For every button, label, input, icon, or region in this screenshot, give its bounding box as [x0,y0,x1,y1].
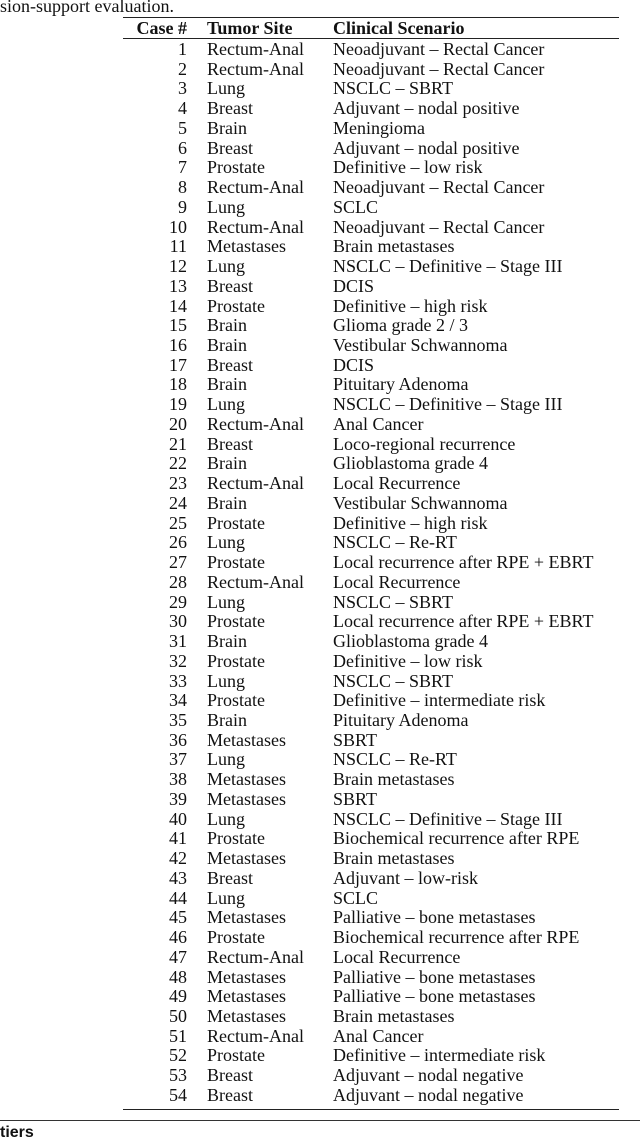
tumor-site: Rectum-Anal [207,1025,304,1046]
case-number: 15 [169,315,187,336]
case-number: 11 [169,236,187,257]
case-number: 40 [169,808,187,829]
table-row [123,218,619,238]
case-number: 6 [178,137,187,158]
clinical-scenario: Neoadjuvant – Rectal Cancer [333,177,545,198]
case-number: 28 [169,571,187,592]
case-number: 31 [169,631,187,652]
case-number: 29 [169,591,187,612]
clinical-scenario: Adjuvant – nodal negative [333,1084,524,1105]
clinical-scenario: Definitive – low risk [333,650,483,671]
case-number: 47 [169,946,187,967]
table-row [123,1066,619,1086]
table-row [123,612,619,632]
table-row [123,375,619,395]
case-number: 13 [169,275,187,296]
case-number: 2 [178,58,187,79]
case-number: 3 [178,78,187,99]
table-row [123,987,619,1007]
case-number: 35 [169,709,187,730]
case-number: 50 [169,1005,187,1026]
clinical-scenario: Pituitary Adenoma [333,709,469,730]
case-number: 16 [169,335,187,356]
tumor-site: Prostate [207,828,265,849]
case-number: 48 [169,966,187,987]
case-number: 14 [169,295,187,316]
clinical-scenario: Loco-regional recurrence [333,433,516,454]
case-number: 42 [169,848,187,869]
case-number: 18 [169,374,187,395]
clinical-scenario: Brain metastases [333,1005,455,1026]
clinical-scenario: Local Recurrence [333,571,461,592]
tumor-site: Prostate [207,1045,265,1066]
case-number: 49 [169,986,187,1007]
tumor-site: Rectum-Anal [207,39,304,59]
case-number: 54 [169,1084,187,1105]
tumor-site: Brain [207,335,247,356]
clinical-scenario: NSCLC – Re-RT [333,749,457,770]
table-row [123,1027,619,1047]
table-row [123,99,619,119]
tumor-site: Metastases [207,986,286,1007]
case-number: 44 [169,887,187,908]
table-caption: sion-support evaluation. [0,0,174,16]
tumor-site: Metastases [207,788,286,809]
clinical-scenario: Biochemical recurrence after RPE [333,828,580,849]
tumor-site: Breast [207,1065,253,1086]
clinical-scenario: Glioblastoma grade 4 [333,631,488,652]
clinical-scenario: Palliative – bone metastases [333,986,536,1007]
tumor-site: Metastases [207,1005,286,1026]
case-number: 7 [178,157,187,178]
case-number: 45 [169,907,187,928]
clinical-scenario: Glioma grade 2 / 3 [333,315,468,336]
tumor-site: Lung [207,808,245,829]
table-row [123,415,619,435]
case-number: 26 [169,532,187,553]
clinical-scenario: Definitive – high risk [333,295,488,316]
table-row [123,79,619,99]
table-row [123,514,619,534]
header-case-number: Case # [136,18,187,38]
case-number: 25 [169,512,187,533]
case-number: 41 [169,828,187,849]
tumor-site: Lung [207,532,245,553]
case-number: 8 [178,177,187,198]
table-row [123,316,619,336]
table-row [123,356,619,376]
tumor-site: Metastases [207,848,286,869]
clinical-scenario: Definitive – low risk [333,157,483,178]
tumor-site: Rectum-Anal [207,571,304,592]
clinical-scenario: Local recurrence after RPE + EBRT [333,611,594,632]
clinical-scenario: Definitive – high risk [333,512,488,533]
table-row [123,672,619,692]
tumor-site: Lung [207,78,245,99]
case-number: 33 [169,670,187,691]
section-divider [0,1120,640,1121]
table-row [123,573,619,593]
tumor-site: Rectum-Anal [207,177,304,198]
case-number: 4 [178,98,187,119]
tumor-site: Metastases [207,236,286,257]
table-row [123,968,619,988]
case-number: 43 [169,867,187,888]
tumor-site: Breast [207,275,253,296]
case-number: 19 [169,394,187,415]
case-number: 53 [169,1065,187,1086]
clinical-scenario: SBRT [333,788,377,809]
table-row [123,750,619,770]
case-number: 52 [169,1045,187,1066]
clinical-scenario: Adjuvant – low-risk [333,867,478,888]
table-row [123,711,619,731]
table-row [123,454,619,474]
clinical-scenario: NSCLC – Definitive – Stage III [333,394,563,415]
clinical-scenario: Local Recurrence [333,473,461,494]
tumor-site: Prostate [207,611,265,632]
table-row [123,533,619,553]
tumor-site: Lung [207,749,245,770]
table-row [123,474,619,494]
clinical-scenario: Definitive – intermediate risk [333,690,546,711]
tumor-site: Brain [207,315,247,336]
clinical-scenario: Biochemical recurrence after RPE [333,927,580,948]
case-number: 20 [169,413,187,434]
clinical-scenario: SBRT [333,729,377,750]
table-row [123,889,619,909]
tumor-site: Metastases [207,769,286,790]
tumor-site: Brain [207,492,247,513]
tumor-site: Brain [207,374,247,395]
clinical-scenario: NSCLC – SBRT [333,78,453,99]
clinical-scenario: Neoadjuvant – Rectal Cancer [333,58,545,79]
tumor-site: Metastases [207,729,286,750]
case-number: 5 [178,117,187,138]
clinical-scenario: NSCLC – Definitive – Stage III [333,256,563,277]
case-number: 37 [169,749,187,770]
clinical-scenario: Local Recurrence [333,946,461,967]
header-tumor-site: Tumor Site [207,18,293,38]
clinical-scenario: Adjuvant – nodal positive [333,137,520,158]
tumor-site: Lung [207,591,245,612]
tumor-site: Prostate [207,157,265,178]
clinical-scenario: NSCLC – Re-RT [333,532,457,553]
table-row [123,948,619,968]
table-row [123,277,619,297]
clinical-scenario: Adjuvant – nodal positive [333,98,520,119]
table-row [123,790,619,810]
case-table [123,17,619,1110]
table-row [123,652,619,672]
case-number: 32 [169,650,187,671]
tumor-site: Prostate [207,927,265,948]
table-header-row [123,18,619,38]
tumor-site: Prostate [207,690,265,711]
case-number: 51 [169,1025,187,1046]
clinical-scenario: Brain metastases [333,848,455,869]
table-row [123,237,619,257]
table-row [123,178,619,198]
clinical-scenario: Neoadjuvant – Rectal Cancer [333,216,545,237]
case-number: 46 [169,927,187,948]
tumor-site: Lung [207,887,245,908]
tumor-site: Brain [207,709,247,730]
bottom-rule [123,1109,619,1110]
clinical-scenario: SCLC [333,196,379,217]
tumor-site: Breast [207,867,253,888]
clinical-scenario: Palliative – bone metastases [333,966,536,987]
clinical-scenario: Definitive – intermediate risk [333,1045,546,1066]
case-number: 10 [169,216,187,237]
case-number: 17 [169,354,187,375]
clinical-scenario: DCIS [333,275,375,296]
clinical-scenario: Brain metastases [333,236,455,257]
tumor-site: Prostate [207,650,265,671]
tumor-site: Metastases [207,966,286,987]
tumor-site: Breast [207,433,253,454]
table-row [123,494,619,514]
clinical-scenario: Anal Cancer [333,1025,424,1046]
table-row [123,810,619,830]
tumor-site: Brain [207,117,247,138]
table-row [123,158,619,178]
case-number: 36 [169,729,187,750]
table-row [123,1007,619,1027]
table-row [123,395,619,415]
tumor-site: Rectum-Anal [207,58,304,79]
case-number: 9 [178,196,187,217]
tumor-site: Rectum-Anal [207,216,304,237]
clinical-scenario: Pituitary Adenoma [333,374,469,395]
case-number: 39 [169,788,187,809]
clinical-scenario: Adjuvant – nodal negative [333,1065,524,1086]
tumor-site: Prostate [207,512,265,533]
table-row [123,435,619,455]
case-number: 30 [169,611,187,632]
table-row [123,632,619,652]
table-row [123,60,619,80]
tumor-site: Breast [207,354,253,375]
case-number: 12 [169,256,187,277]
case-number: 22 [169,453,187,474]
table-row [123,257,619,277]
table-row [123,1046,619,1066]
clinical-scenario: Vestibular Schwannoma [333,335,508,356]
table-row [123,849,619,869]
table-row [123,829,619,849]
case-number: 1 [178,39,187,59]
table-row [123,40,619,60]
tumor-site: Prostate [207,295,265,316]
table-row [123,770,619,790]
table-row [123,908,619,928]
case-number: 21 [169,433,187,454]
clinical-scenario: Palliative – bone metastases [333,907,536,928]
table-row [123,1086,619,1106]
table-row [123,119,619,139]
clinical-scenario: NSCLC – SBRT [333,670,453,691]
table-row [123,297,619,317]
clinical-scenario: SCLC [333,887,379,908]
case-number: 27 [169,552,187,573]
clinical-scenario: NSCLC – SBRT [333,591,453,612]
tumor-site: Metastases [207,907,286,928]
tumor-site: Rectum-Anal [207,946,304,967]
table-body [123,39,619,1106]
case-number: 34 [169,690,187,711]
section-heading: tiers [0,1124,34,1141]
clinical-scenario: Brain metastases [333,769,455,790]
tumor-site: Breast [207,98,253,119]
table-row [123,691,619,711]
table-row [123,553,619,573]
case-number: 38 [169,769,187,790]
table-row [123,336,619,356]
tumor-site: Rectum-Anal [207,473,304,494]
table-row [123,869,619,889]
table-row [123,198,619,218]
table-row [123,928,619,948]
clinical-scenario: Meningioma [333,117,425,138]
tumor-site: Lung [207,196,245,217]
tumor-site: Brain [207,631,247,652]
clinical-scenario: Vestibular Schwannoma [333,492,508,513]
clinical-scenario: NSCLC – Definitive – Stage III [333,808,563,829]
clinical-scenario: Glioblastoma grade 4 [333,453,488,474]
case-number: 23 [169,473,187,494]
table-row [123,731,619,751]
tumor-site: Lung [207,670,245,691]
table-row [123,593,619,613]
tumor-site: Breast [207,137,253,158]
case-number: 24 [169,492,187,513]
clinical-scenario: DCIS [333,354,375,375]
tumor-site: Rectum-Anal [207,413,304,434]
tumor-site: Prostate [207,552,265,573]
tumor-site: Lung [207,256,245,277]
tumor-site: Brain [207,453,247,474]
tumor-site: Lung [207,394,245,415]
clinical-scenario: Anal Cancer [333,413,424,434]
clinical-scenario: Local recurrence after RPE + EBRT [333,552,594,573]
header-clinical-scenario: Clinical Scenario [333,18,465,38]
clinical-scenario: Neoadjuvant – Rectal Cancer [333,39,545,59]
table-row [123,139,619,159]
tumor-site: Breast [207,1084,253,1105]
